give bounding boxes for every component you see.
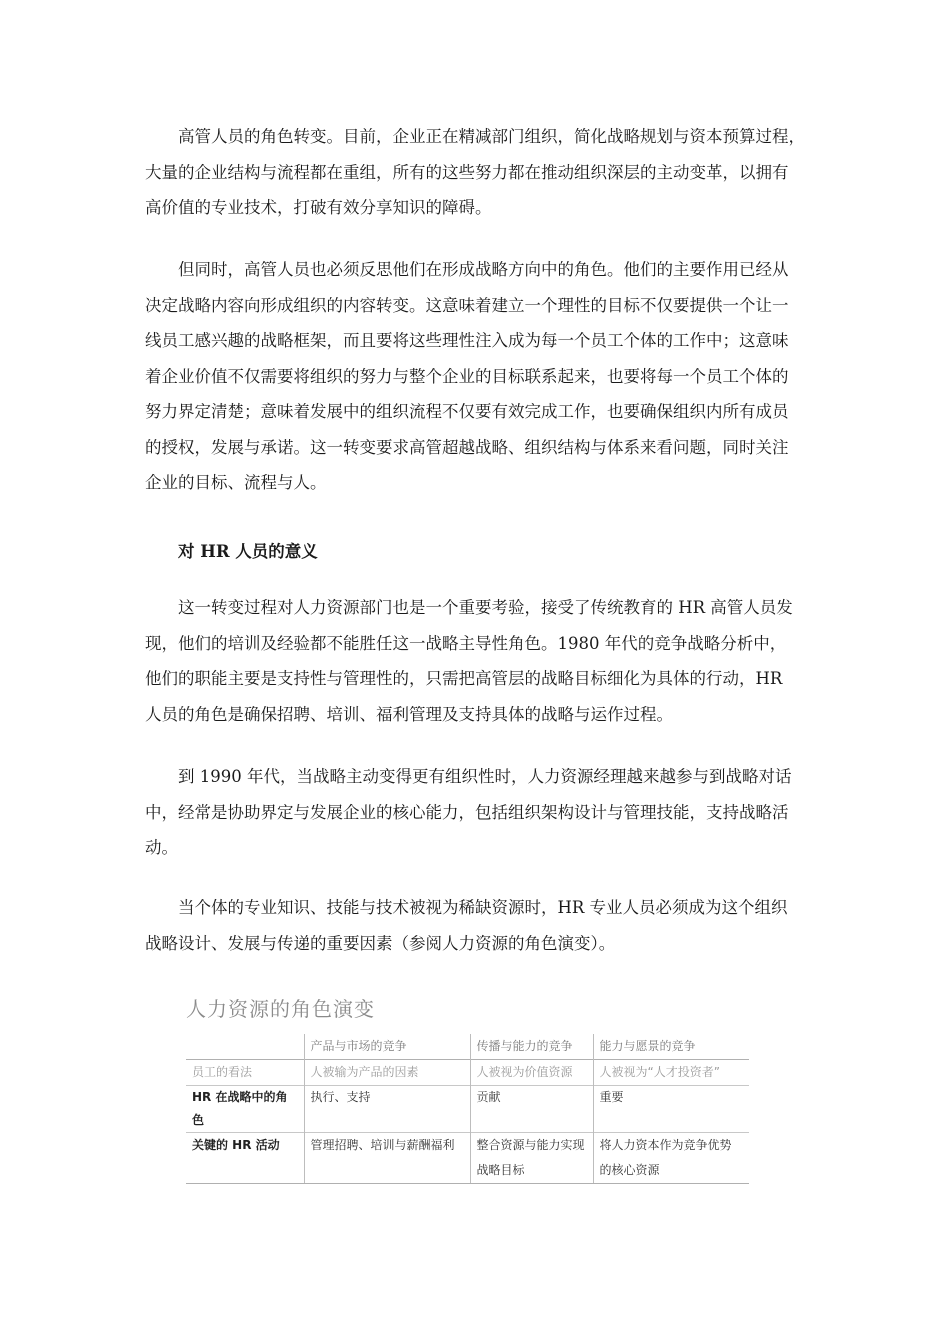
text-line: 线员工感兴趣的战略框架，而且要将这些理性注入成为每一个员工个体的工作中；这意味 <box>145 331 789 350</box>
table-header-row <box>186 1034 749 1060</box>
table-row <box>186 1060 749 1086</box>
table-cell: 整合资源与能力实现战略目标 <box>470 1133 593 1184</box>
text-line: 努力界定清楚；意味着发展中的组织流程不仅要有效完成工作，也要确保组织内所有成员 <box>145 402 789 421</box>
table-cell: 执行、支持 <box>304 1086 470 1133</box>
text-line: 高管人员的角色转变。目前，企业正在精减部门组织，简化战略规划与资本预算过程， <box>145 127 805 146</box>
row-label: 员工的看法 <box>186 1060 304 1086</box>
figure-title: 人力资源的角色演变 <box>186 997 375 1021</box>
table-header-cell <box>186 1034 304 1060</box>
table-cell: 重要 <box>593 1086 749 1133</box>
text-line: 大量的企业结构与流程都在重组，所有的这些努力都在推动组织深层的主动变革，以拥有 <box>145 162 789 182</box>
table-row <box>186 1086 749 1133</box>
text-line: 当个体的专业知识、技能与技术被视为稀缺资源时，HR 专业人员必须成为这个组织 <box>145 898 788 917</box>
paragraph-1990s <box>145 759 805 866</box>
text-line: 这一转变过程对人力资源部门也是一个重要考验，接受了传统教育的 HR 高管人员发 <box>145 598 793 617</box>
table-row <box>186 1133 749 1184</box>
paragraph-hr-challenge <box>145 590 805 732</box>
table-header-cell: 产品与市场的竞争 <box>304 1034 470 1060</box>
text-line: 现，他们的培训及经验都不能胜任这一战略主导性角色。1980 年代的竞争战略分析中， <box>145 633 787 653</box>
text-line: 动。 <box>145 838 178 857</box>
hr-role-evolution-table <box>186 1034 749 1184</box>
row-label: HR 在战略中的角色 <box>186 1086 304 1133</box>
table-cell: 人被输为产品的因素 <box>304 1060 470 1086</box>
table-cell: 管理招聘、培训与薪酬福利 <box>304 1133 470 1184</box>
table-cell: 人被视为“人才投资者” <box>593 1060 749 1086</box>
text-line: 人员的角色是确保招聘、培训、福利管理及支持具体的战略与运作过程。 <box>145 704 673 724</box>
table-header-cell: 能力与愿景的竞争 <box>593 1034 749 1060</box>
text-line: 中，经常是协助界定与发展企业的核心能力，包括组织架构设计与管理技能，支持战略活 <box>145 802 789 822</box>
paragraph-executive-role <box>145 119 805 226</box>
text-line: 企业的目标、流程与人。 <box>145 473 327 492</box>
text-line: 高价值的专业技术，打破有效分享知识的障碍。 <box>145 198 492 217</box>
table-cell: 人被视为价值资源 <box>470 1060 593 1086</box>
paragraph-strategic-direction <box>145 252 805 501</box>
text-line: 决定战略内容向形成组织的内容转变。这意味着建立一个理性的目标不仅要提供一个让一 <box>145 295 789 315</box>
paragraph-scarce-resources <box>145 890 805 961</box>
table-cell: 贡献 <box>470 1086 593 1133</box>
text-line: 的授权，发展与承诺。这一转变要求高管超越战略、组织结构与体系来看问题，同时关注 <box>145 437 789 457</box>
text-line: 着企业价值不仅需要将组织的努力与整个企业的目标联系起来，也要将每一个员工个体的 <box>145 366 789 386</box>
table-cell: 将人力资本作为竞争优势的核心资源 <box>593 1133 749 1184</box>
section-heading: 对 HR 人员的意义 <box>178 542 318 561</box>
text-line: 他们的职能主要是支持性与管理性的，只需把高管层的战略目标细化为具体的行动，HR <box>145 669 783 688</box>
table-header-cell: 传播与能力的竞争 <box>470 1034 593 1060</box>
text-line: 战略设计、发展与传递的重要因素（参阅人力资源的角色演变）。 <box>145 933 616 953</box>
text-line: 但同时，高管人员也必须反思他们在形成战略方向中的角色。他们的主要作用已经从 <box>145 260 789 279</box>
row-label: 关键的 HR 活动 <box>186 1133 304 1184</box>
text-line: 到 1990 年代，当战略主动变得更有组织性时，人力资源经理越来越参与到战略对话 <box>145 767 792 786</box>
